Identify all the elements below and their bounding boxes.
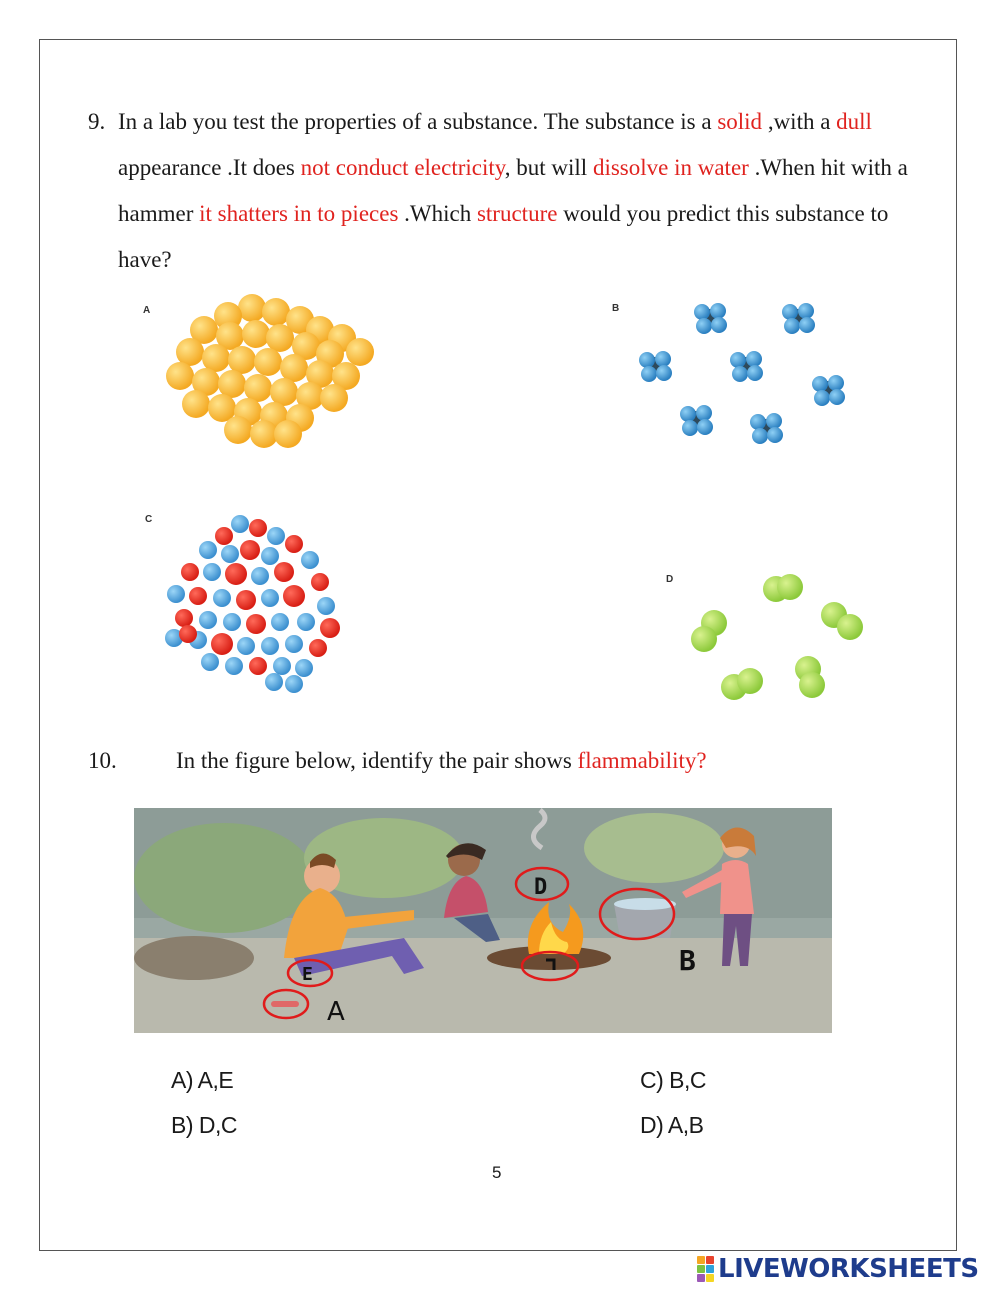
molecule-structure-image-b[interactable] bbox=[630, 290, 860, 455]
q9-highlight-structure: structure bbox=[476, 201, 558, 226]
q9-highlight-solid: solid bbox=[717, 109, 763, 134]
answer-option-d[interactable]: D) A,B bbox=[640, 1112, 704, 1138]
ionic-structure-image-c[interactable] bbox=[160, 510, 345, 695]
scene-label-b: B bbox=[679, 944, 696, 977]
answer-option-a[interactable]: A) A,E bbox=[171, 1067, 234, 1093]
question-10-text bbox=[176, 738, 707, 784]
liveworksheets-logo bbox=[697, 1253, 979, 1285]
liveworksheets-grid-icon bbox=[697, 1256, 714, 1282]
q9-seg: .When hit with a hammer bbox=[118, 155, 908, 226]
q9-highlight-shatters: it shatters in to pieces bbox=[199, 201, 399, 226]
q9-seg: .Which bbox=[398, 201, 477, 226]
question-9-text bbox=[118, 99, 938, 283]
option-b-label: B bbox=[612, 303, 620, 314]
q9-seg: ,with a bbox=[762, 109, 837, 134]
q9-highlight-dissolve: dissolve in water bbox=[592, 155, 749, 180]
q9-highlight-conduct: not conduct electricity bbox=[300, 155, 505, 180]
diatomic-structure-image-d[interactable] bbox=[680, 565, 870, 705]
question-10-number: 10. bbox=[88, 748, 117, 773]
scene-label-a: A bbox=[327, 997, 345, 1027]
scene-label-e: E bbox=[302, 964, 313, 985]
q9-seg: , but will bbox=[504, 155, 593, 180]
q9-seg: In a lab you test the properties of a substance. The substance is a bbox=[118, 109, 718, 134]
option-a-label: A bbox=[143, 305, 151, 316]
lattice-structure-image-a[interactable] bbox=[160, 290, 390, 450]
page-number: 5 bbox=[492, 1163, 502, 1182]
q10-highlight-flammability: flammability? bbox=[577, 748, 707, 773]
question-9-number: 9. bbox=[88, 109, 106, 134]
question-9 bbox=[88, 99, 938, 283]
scene-label-d: D bbox=[534, 875, 548, 900]
q10-seg: In the figure below, identify the pair shows bbox=[176, 748, 578, 773]
answer-option-b[interactable]: B) D,C bbox=[171, 1112, 237, 1138]
q9-highlight-dull: dull bbox=[836, 109, 872, 134]
option-c-label: C bbox=[145, 514, 153, 525]
answer-option-c[interactable]: C) B,C bbox=[640, 1067, 706, 1093]
q9-seg: would you predict this substance to have? bbox=[118, 201, 889, 272]
campfire-scene-image[interactable] bbox=[134, 808, 832, 1033]
option-d-label: D bbox=[666, 574, 674, 585]
brand-name: LIVEWORKSHEETS bbox=[718, 1254, 979, 1284]
q9-seg: appearance .It does bbox=[118, 155, 301, 180]
